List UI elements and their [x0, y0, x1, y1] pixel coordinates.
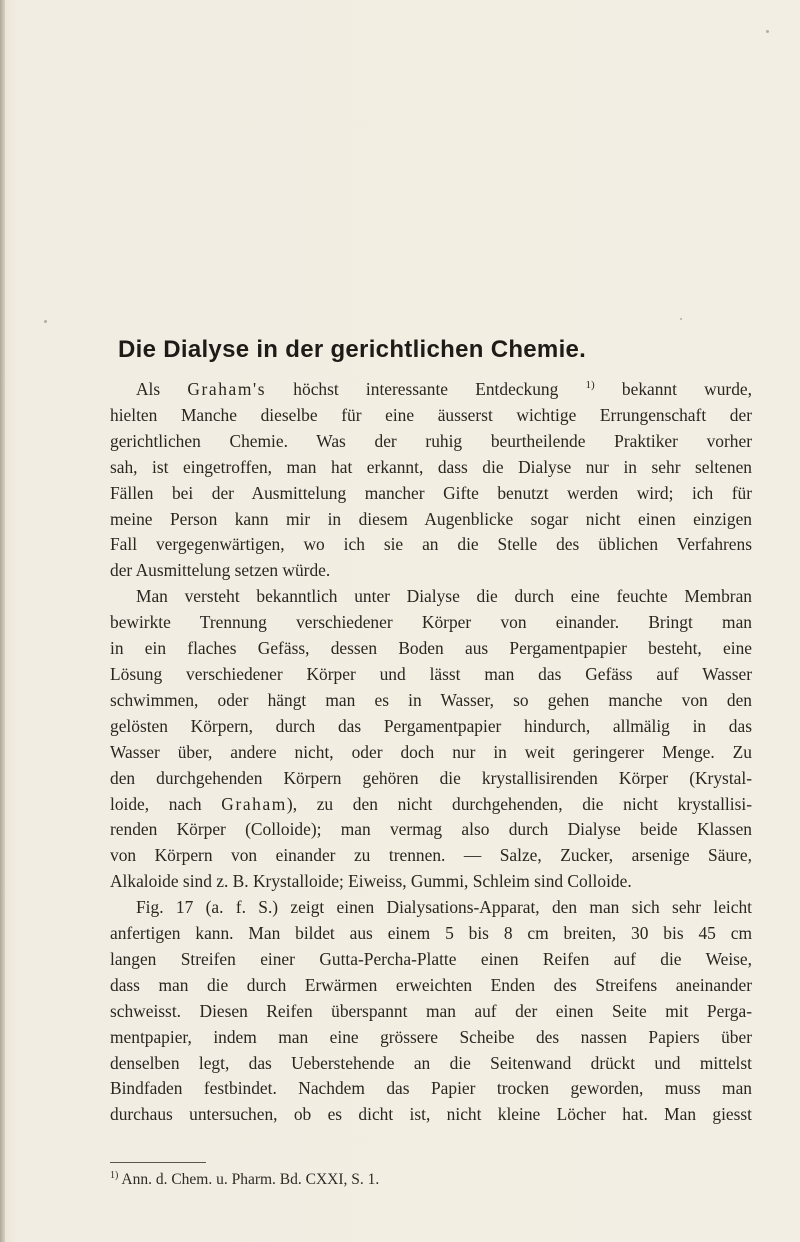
- text-line: [110, 507, 752, 533]
- text-line: [110, 792, 752, 818]
- text-run: Man versteht bekanntlich unter Dialyse die durch eine feuchte Membran: [136, 586, 752, 607]
- text-run: schwimmen, oder hängt man es in Wasser, so gehen manche von den: [110, 689, 752, 710]
- paragraph: [110, 895, 752, 1128]
- text-line: [110, 1051, 752, 1077]
- text-run: höchst interessante Entdeckung: [266, 379, 586, 399]
- text-line: [110, 714, 752, 740]
- footnote-rule: [110, 1162, 206, 1163]
- page-spine-shadow: [0, 0, 5, 1242]
- paragraph: [110, 377, 752, 584]
- text-line: [110, 869, 752, 895]
- text-line: [110, 662, 752, 688]
- text-run: hielten Manche dieselbe für eine äusserst wichtige Errungenschaft der: [110, 404, 752, 425]
- text-line: [110, 532, 752, 558]
- text-run: Alkaloide sind z. B. Krystalloide; Eiweiss, Gummi, Schleim sind Colloide.: [110, 871, 632, 892]
- text-run: dass man die durch Erwärmen erweichten Enden des Streifens aneinander: [110, 974, 752, 995]
- text-run: langen Streifen einer Gutta-Percha-Platte einen Reifen auf die Weise,: [110, 948, 752, 969]
- text-run: der Ausmittelung setzen würde.: [110, 560, 331, 581]
- text-run: bewirkte Trennung verschiedener Körper von einander. Bringt man: [110, 612, 752, 633]
- text-run: den durchgehenden Körpern gehören die krystallisirenden Körper (Krystal-: [110, 767, 752, 788]
- text-run: Fig. 17 (a. f. S.) zeigt einen Dialysations-Apparat, den man sich sehr leicht: [136, 897, 752, 918]
- footnote-reference: 1): [585, 379, 595, 391]
- text-run: Als: [136, 379, 188, 399]
- text-run: renden Körper (Colloide); man vermag also durch Dialyse beide Klassen: [110, 819, 752, 840]
- text-line: [110, 610, 752, 636]
- spaced-name: Graham: [221, 793, 287, 814]
- text-run: Fällen bei der Ausmittelung mancher Gifte benutzt werden wird; ich für: [110, 482, 752, 503]
- paragraph: [110, 584, 752, 895]
- text-line: [110, 843, 752, 869]
- text-line: [110, 636, 752, 662]
- text-run: Bindfaden festbindet. Nachdem das Papier trocken geworden, muss man: [110, 1078, 752, 1099]
- text-run: schweisst. Diesen Reifen überspannt man auf der einen Seite mit Perga-: [110, 1000, 752, 1021]
- text-line: [110, 817, 752, 843]
- spaced-name: Graham's: [187, 379, 267, 399]
- text-line: [110, 921, 752, 947]
- page-heading: Die Dialyse in der gerichtlichen Chemie.: [118, 336, 587, 363]
- text-line: [110, 584, 752, 610]
- text-run: denselben legt, das Ueberstehende an die Seitenwand drückt und mittelst: [110, 1052, 752, 1073]
- text-line: [110, 377, 752, 403]
- text-line: [110, 766, 752, 792]
- text-line: [110, 999, 752, 1025]
- text-run: Lösung verschiedener Körper und lässt man das Gefäss auf Wasser: [110, 663, 752, 684]
- text-line: [110, 1076, 752, 1102]
- text-line: [110, 973, 752, 999]
- text-run: anfertigen kann. Man bildet aus einem 5 bis 8 cm breiten, 30 bis 45 cm: [110, 923, 752, 944]
- paper-speck: [680, 318, 682, 320]
- footnote-text: Ann. d. Chem. u. Pharm. Bd. CXXI, S. 1.: [121, 1171, 380, 1188]
- text-line: [110, 740, 752, 766]
- text-run: von Körpern von einander zu trennen. — Salze, Zucker, arsenige Säure,: [110, 845, 752, 866]
- text-line: [110, 481, 752, 507]
- text-run: bekannt wurde,: [594, 379, 752, 399]
- text-run: mentpapier, indem man eine grössere Scheibe des nassen Papiers über: [110, 1026, 752, 1047]
- text-line: [110, 895, 752, 921]
- text-run: Fall vergegenwärtigen, wo ich sie an die Stelle des üblichen Verfahrens: [110, 534, 752, 555]
- text-run: durchaus untersuchen, ob es dicht ist, nicht kleine Löcher hat. Man giesst: [110, 1104, 752, 1125]
- text-line: [110, 947, 752, 973]
- text-line: [110, 688, 752, 714]
- footnote-marker: 1): [110, 1170, 119, 1181]
- text-line: [110, 429, 752, 455]
- text-run: meine Person kann mir in diesem Augenblicke sogar nicht einen einzigen: [110, 508, 752, 529]
- text-run: gerichtlichen Chemie. Was der ruhig beurtheilende Praktiker vorher: [110, 430, 752, 451]
- text-run: sah, ist eingetroffen, man hat erkannt, dass die Dialyse nur in sehr seltenen: [110, 456, 752, 477]
- text-line: [110, 455, 752, 481]
- text-run: in ein flaches Gefäss, dessen Boden aus Pergamentpapier besteht, eine: [110, 638, 752, 659]
- text-line: [110, 1102, 752, 1128]
- text-run: ), zu den nicht durchgehenden, die nicht krystallisi-: [286, 793, 752, 814]
- text-run: gelösten Körpern, durch das Pergamentpapier hindurch, allmälig in das: [110, 715, 752, 736]
- text-run: loide, nach: [110, 793, 222, 814]
- paper-speck: [766, 30, 769, 33]
- text-run: Wasser über, andere nicht, oder doch nur in weit geringerer Menge. Zu: [110, 741, 752, 762]
- paper-speck: [44, 320, 47, 323]
- text-line: [110, 558, 752, 584]
- text-line: [110, 403, 752, 429]
- text-line: [110, 1025, 752, 1051]
- footnote: [110, 1171, 379, 1189]
- body-text: [110, 377, 752, 1128]
